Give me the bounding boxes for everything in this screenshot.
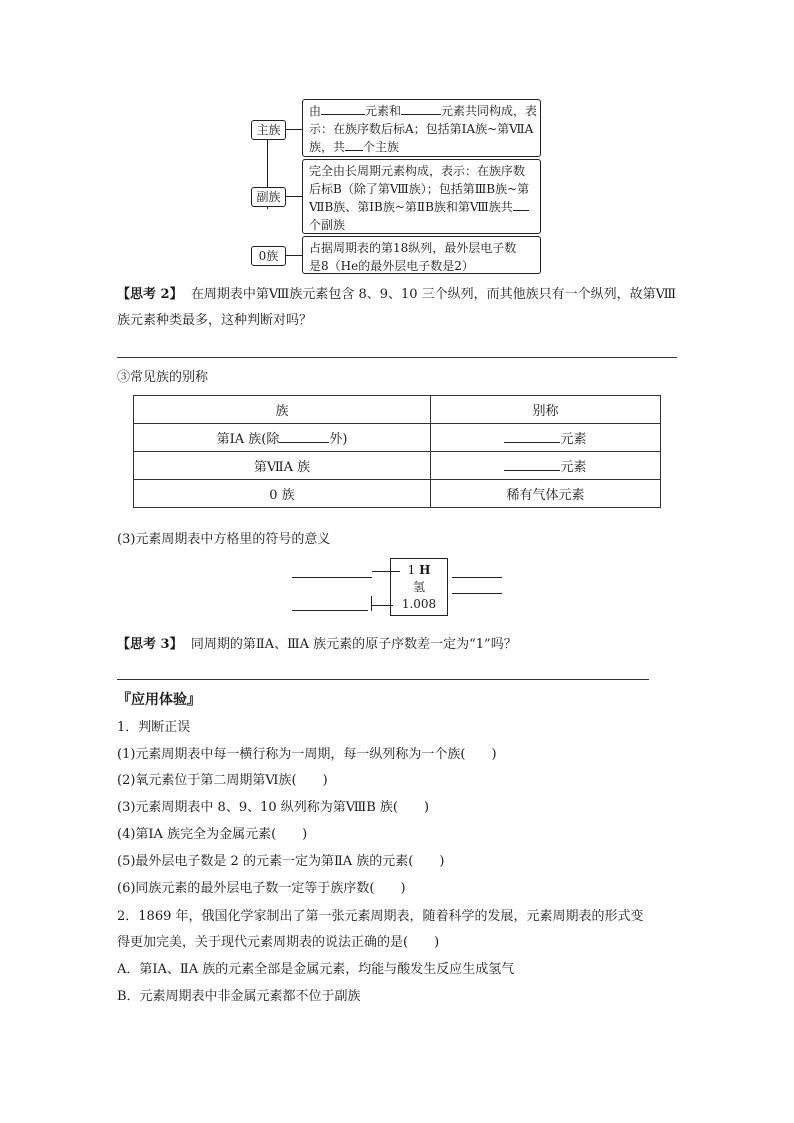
- q1-item-2: (2)氧元素位于第二周期第Ⅵ族( ): [117, 773, 328, 788]
- main-group-desc: [302, 99, 541, 157]
- diagram-line-zero: [285, 255, 302, 256]
- sub-desc-3: ⅦB族、第ⅠB族~第ⅡB族和第Ⅷ族共: [309, 200, 513, 214]
- think2-line1: [117, 283, 676, 307]
- q2-line-1: 2．1869 年，俄国化学家制出了第一张元素周期表，随着科学的发展，元素周期表的形式变: [117, 909, 644, 924]
- alias-row2-group-text: 第ⅦA 族: [253, 460, 311, 475]
- think2-text2: 族元素种类最多，这种判断对吗？: [117, 313, 313, 328]
- main-group-label: [251, 120, 286, 140]
- sub-group-label-text: 副族: [256, 190, 281, 204]
- diagram-line-sub: [285, 196, 302, 197]
- alias-row3-alias: [431, 480, 661, 508]
- think3-answer-line: [117, 679, 649, 680]
- sub-group-label: [251, 187, 286, 207]
- element-mass: 1.008: [401, 597, 437, 611]
- zero-desc-1: 占据周期表的第18纵列，最外层电子数: [309, 241, 517, 255]
- main-desc-4: 示：在族序数后标A；包括第ⅠA族~第ⅦA: [309, 122, 534, 136]
- alias-row3-alias-text: 稀有气体元素: [506, 488, 585, 503]
- q1-item-3: (3)元素周期表中 8、9、10 纵列称为第ⅧB 族( ): [117, 800, 430, 815]
- alias-title: ③常见族的别称: [117, 370, 209, 385]
- element-symbol: H: [419, 563, 431, 577]
- zero-group-label: [251, 246, 286, 266]
- cell-bracket-bl: [371, 596, 372, 611]
- alias-row2-alias-text: 元素: [560, 460, 587, 475]
- think3-text: 同周期的第ⅡA、ⅢA 族元素的原子序数差一定为“1”吗？: [190, 637, 517, 652]
- main-group-label-text: 主族: [256, 123, 281, 137]
- main-desc-5: 族，共: [309, 140, 346, 154]
- alias-row1-group-pre: 第ⅠA 族(除: [216, 432, 280, 447]
- sub-group-desc: [302, 159, 541, 234]
- alias-row1-alias-text: 元素: [560, 432, 587, 447]
- table-row: [134, 452, 661, 480]
- cell-answer-line-tl: [292, 577, 372, 578]
- q1-item-5: (5)最外层电子数是 2 的元素一定为第ⅡA 族的元素( ): [117, 854, 445, 869]
- cell-answer-line-bl: [292, 610, 368, 611]
- alias-table-header: [134, 396, 661, 424]
- main-desc-1: 由: [309, 104, 322, 118]
- q1-item-6: (6)同族元素的最外层电子数一定等于族序数( ): [117, 881, 406, 896]
- sub-desc-4: 个副族: [309, 218, 346, 232]
- think3-tag: 【思考 3】: [117, 637, 183, 652]
- alias-header-group: 族: [134, 396, 431, 424]
- zero-desc-2: 是8（He的最外层电子数是2）: [309, 259, 474, 273]
- zero-group-desc: [302, 236, 541, 274]
- cell-answer-line-tr: [452, 577, 502, 578]
- alias-row1-alias: [431, 424, 661, 452]
- main-desc-2: 元素和: [365, 104, 402, 118]
- element-cell: [390, 558, 448, 616]
- alias-row2-group: [134, 452, 431, 480]
- apply-title: 『应用体验』: [117, 692, 201, 708]
- element-number: 1: [407, 563, 416, 577]
- think2-line2: [117, 309, 312, 333]
- think3-line: [117, 633, 517, 657]
- cell-title: (3)元素周期表中方格里的符号的意义: [117, 532, 331, 547]
- q1-item-1: (1)元素周期表中每一横行称为一周期，每一纵列称为一个族( ): [117, 747, 497, 762]
- q2-option-b: B．元素周期表中非金属元素都不位于副族: [117, 989, 361, 1004]
- main-desc-6: 个主族: [363, 140, 400, 154]
- think2-answer-line: [117, 357, 677, 358]
- alias-row1-group-post: 外): [329, 432, 348, 447]
- cell-answer-line-mr: [452, 593, 502, 594]
- sub-desc-1: 完全由长周期元素构成，表示：在族序数: [309, 164, 526, 178]
- q1-item-4: (4)第ⅠA 族完全为金属元素( ): [117, 827, 308, 842]
- element-name: 氢: [412, 580, 425, 594]
- table-row: [134, 480, 661, 508]
- alias-row2-alias: [431, 452, 661, 480]
- think2-text1: 在周期表中第Ⅷ族元素包含 8、9、10 三个纵列，而其他族只有一个纵列，故第Ⅷ: [190, 287, 677, 302]
- element-cell-top: [391, 562, 447, 579]
- q2-line-2: 得更加完美，关于现代元素周期表的说法正确的是( ): [117, 935, 440, 950]
- q2-option-a: A．第ⅠA、ⅡA 族的元素全部是金属元素，均能与酸发生反应生成氢气: [117, 962, 515, 977]
- zero-group-label-text: 0族: [258, 249, 279, 263]
- alias-table: [133, 395, 661, 508]
- alias-row1-group: [134, 424, 431, 452]
- alias-row3-group: [134, 480, 431, 508]
- alias-row3-group-text: 0 族: [269, 488, 295, 503]
- q1-title: 1．判断正误: [117, 720, 191, 735]
- sub-desc-2: 后标B（除了第Ⅷ族）；包括第ⅢB族~第: [309, 182, 530, 196]
- diagram-line-main: [285, 129, 302, 130]
- alias-header-name: 别称: [431, 396, 661, 424]
- think2-tag: 【思考 2】: [117, 287, 183, 302]
- main-desc-3: 元素共同构成，表: [441, 104, 538, 118]
- table-row: [134, 424, 661, 452]
